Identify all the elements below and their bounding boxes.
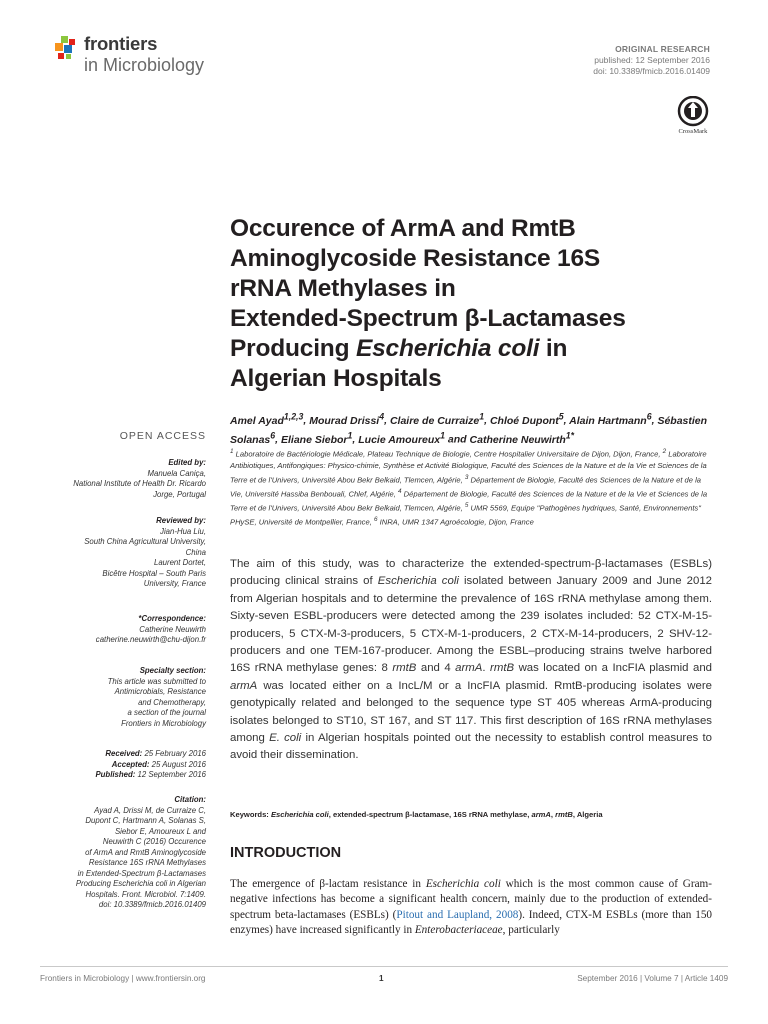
correspondence-label: *Correspondence: — [138, 614, 206, 623]
affiliation: UMR 5569, Equipe "Pathogènes hydriques, Santé, Environnements" PHySE, Université de Montpellier, France, — [230, 503, 701, 527]
title-line: Occurence of ArmA and RmtB — [230, 215, 576, 242]
open-access-label: OPEN ACCESS — [119, 430, 206, 442]
title-line: Producing Escherichia coli in — [230, 335, 568, 362]
title-line: rRNA Methylases in — [230, 275, 456, 302]
affiliation: Département de Biologie, Faculté des Sciences de la Nature et de la Vie, Université Hassiba Benbouali, Chlef, Algérie, — [230, 475, 702, 499]
frontiers-logo-icon — [55, 36, 79, 60]
published-date: published: 12 September 2016 — [594, 55, 710, 65]
affiliation: INRA, UMR 1347 Agroécologie, Dijon, France — [379, 517, 534, 527]
affiliation: Département de Biologie, Faculté des Sciences de la Nature et de la Vie et Sciences de la Terre et de l'Univers, Université Abou Bekr Belkaid, Tlemcen, Algérie, — [230, 489, 708, 513]
introduction-text: The emergence of β-lactam resistance in Escherichia coli which is the most common cause of Gram-negative infections has become a significant health concern, mainly due to the production of extended-spectrum beta-lactamases (ESBLs) (Pitout and Laupland, 2008). Indeed, CTX-M ESBLs (more than 150 enzymes) have increased significantly in Enterobacteriaceae, particularly — [230, 878, 713, 936]
author[interactable]: Sébastien Solanas$^6$ — [230, 414, 708, 446]
article-type: ORIGINAL RESEARCH — [615, 44, 710, 54]
abstract: The aim of this study, was to characterize the extended-spectrum-β-lactamases (ESBLs) producing clinical strains of Escherichia coli isolated between January 2009 and June 2012 from Algerian hospitals and to determine the prevalence of 16S rRNA methylase among them. Sixty-seven ESBL-producers were detected among the 239 isolates included: 52 CTX-M-15-producers, 5 CTX-M-3-producers, 5 CTX-M-1-producers, 2 CTX-M-14-producers, 2 SHV-12-producers and one TEM-167-producer. Among the ESBL–producing strains twelve harbored 16S rRNA methylase genes: 8 rmtB and 4 armA. rmtB was located on a IncFIA plasmid and armA was located either on a IncL/M or a IncFIA plasmid. RmtB-producing isolates were genotypically related and belonged to the sequence type ST 405 whereas ArmA-producing isolates belonged to ST10, ST 167, and ST 117. This first description of 16S rRNA methylases among E. coli in Algerian hospitals pointed out the necessity to establish control measures to avoid their dissemination. — [230, 558, 713, 762]
footer-journal[interactable]: Frontiers in Microbiology | www.frontiersin.org — [40, 974, 206, 983]
author[interactable]: Amel Ayad$^{1,2,3}$ — [230, 411, 304, 427]
sidebar-specialty: Specialty section: This article was submitted to Antimicrobials, Resistance and Chemotherapy, a section of the journal Frontiers in Microbiology — [48, 666, 206, 729]
title-line: Extended-Spectrum β-Lactamases — [230, 305, 626, 332]
journal-logo[interactable] — [55, 33, 225, 83]
author[interactable]: Claire de Curraize$^1$ — [389, 411, 485, 427]
article-meta — [593, 44, 710, 77]
article-doi[interactable]: doi: 10.3389/fmicb.2016.01409 — [593, 66, 710, 76]
journal-brand: frontiers — [84, 33, 158, 54]
correspondence-email[interactable]: catherine.neuwirth@chu-dijon.fr — [95, 635, 206, 644]
sidebar-editor: Edited by: Manuela Caniça, National Institute of Health Dr. Ricardo Jorge, Portugal — [48, 458, 206, 500]
received-label: Received: — [105, 749, 143, 758]
author-list: Amel Ayad$^{1,2,3}$, Mourad Drissi$^4$, Claire de Curraize$^1$, Chloé Dupont$^5$, Alain Hartmann$^6$, Sébastien Solanas$^6$, Eliane Siebor$^1$, Lucie Amoureux$^1$ and Catherine Neuwirth$^{1*}$ — [230, 411, 708, 446]
accepted-label: Accepted: — [111, 759, 150, 769]
sidebar-correspondence: *Correspondence: Catherine Neuwirth catherine.neuwirth@chu-dijon.fr — [48, 614, 206, 646]
crossmark-icon — [673, 96, 713, 128]
footer-divider — [40, 966, 728, 967]
sidebar-citation: Citation: Ayad A, Drissi M, de Curraize C, Dupont C, Hartmann A, Solanas S, Siebor E, Amoureux L and Neuwirth C (2016) Occurence of ArmA and RmtB Aminoglycoside Resistance 16S rRNA Methylases in Extended-Spectrum β-Lactamases Producing Escherichia coli in Algerian Hospitals. Front. Microbiol. 7:1409. doi: 10.3389/fmicb.2016.01409 — [48, 795, 206, 911]
specialty-label: Specialty section: — [139, 666, 206, 675]
sidebar-reviewers: Reviewed by: Jian-Hua Liu, South China Agricultural University, China Laurent Dortet, Bicêtre Hospital – South Paris University, France — [48, 516, 206, 590]
author[interactable]: Catherine Neuwirth$^{1*}$ — [469, 430, 575, 446]
crossmark-badge[interactable] — [673, 96, 713, 140]
author[interactable]: Chloé Dupont$^5$ — [489, 411, 564, 427]
reviewed-by-label: Reviewed by: — [156, 516, 206, 525]
keywords-label: Keywords: — [230, 810, 271, 819]
author[interactable]: Alain Hartmann$^6$ — [569, 411, 652, 427]
author[interactable]: Lucie Amoureux$^1$ — [358, 430, 446, 446]
footer-issue: September 2016 | Volume 7 | Article 1409 — [577, 974, 728, 983]
author[interactable]: Mourad Drissi$^4$ — [309, 411, 385, 427]
affiliations: $^1$ Laboratoire de Bactériologie Médicale, Plateau Technique de Biologie, Centre Hospitalier Universitaire de Dijon, Dijon, France, $^2$ Laboratoire Antibiotiques, Antifongiques: Physico-chimie, Synthèse et Activité Biologique, Faculté des Sciences de la Nature et de la Vie et Sciences de la Terre et de l'Univers, Université Abou Bekr Belkaid, Tlemcen, Algérie, $^3$ Département de Biologie, Faculté des Sciences de la Nature et de la Vie, Université Hassiba Benbouali, Chlef, Algérie, $^4$ Département de Biologie, Faculté des Sciences de la Nature et de la Vie et Sciences de la Terre et de l'Univers, Université Abou Bekr Belkaid, Tlemcen, Algérie, $^5$ UMR 5569, Equipe "Pathogènes hydriques, Santé, Environnements" PHySE, Université de Montpellier, France, $^6$ INRA, UMR 1347 Agroécologie, Dijon, France — [230, 448, 708, 527]
title-line: Aminoglycoside Resistance 16S — [230, 245, 601, 272]
affiliation: Laboratoire Antibiotiques, Antifongiques: Physico-chimie, Synthèse et Activité Biologique, Faculté des Sciences de la Nature et de la Vie et Sciences de la Terre et de l'Univers, Université Abou Bekr Belkaid, Tlemcen, Algérie, — [230, 449, 707, 485]
citation-link[interactable]: Pitout and Laupland, 2008 — [396, 908, 519, 921]
citation-doi[interactable]: doi: 10.3389/fmicb.2016.01409 — [98, 900, 206, 909]
affiliation: Laboratoire de Bactériologie Médicale, Plateau Technique de Biologie, Centre Hospitalier Universitaire de Dijon, Dijon, France, — [235, 449, 661, 459]
journal-field: in Microbiology — [84, 55, 205, 75]
keywords: Keywords: Escherichia coli, extended-spectrum β-lactamase, 16S rRNA methylase, armA, rmtB, Algeria — [230, 810, 603, 819]
article-title — [230, 214, 720, 394]
citation-label: Citation: — [174, 795, 206, 804]
title-line: Algerian Hospitals — [230, 365, 442, 392]
page-number: 1 — [379, 974, 384, 983]
crossmark-label: CrossMark — [678, 128, 708, 135]
introduction-heading: INTRODUCTION — [230, 845, 342, 861]
sidebar-dates: Received: 25 February 2016 Accepted: 25 August 2016 Published: 12 September 2016 — [95, 749, 206, 779]
author[interactable]: Eliane Siebor$^1$ — [281, 430, 353, 446]
published-label: Published: — [95, 770, 136, 779]
title-species: Escherichia coli — [355, 335, 540, 362]
edited-by-label: Edited by: — [168, 458, 206, 467]
